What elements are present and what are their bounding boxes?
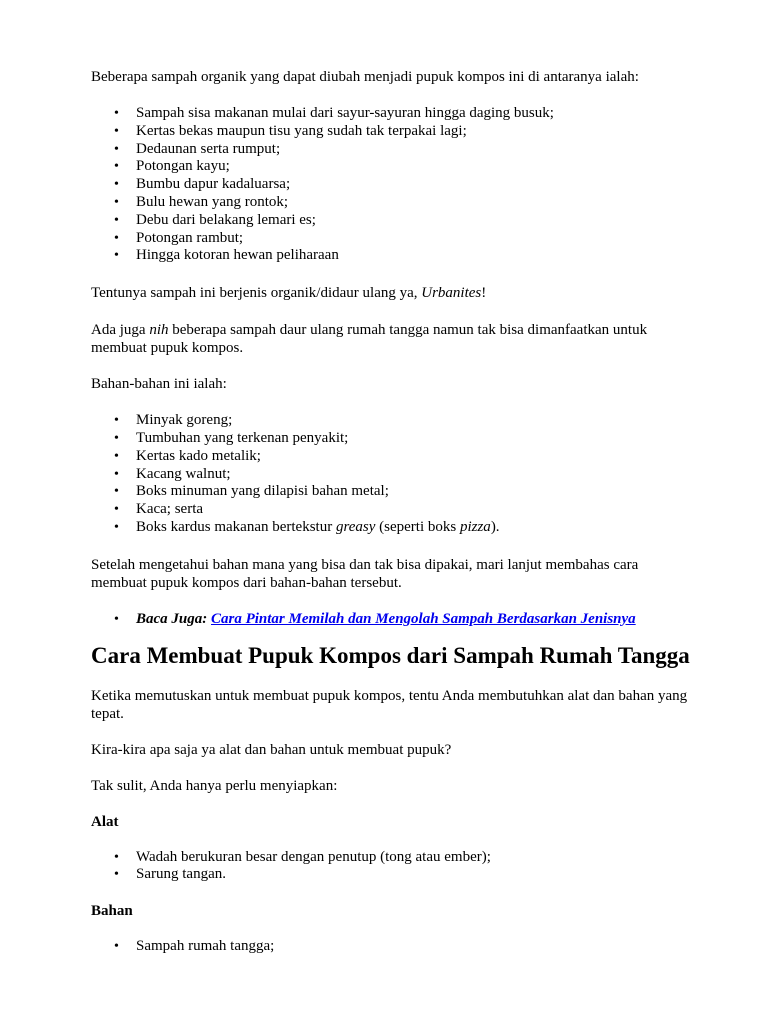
list-item: • Bumbu dapur kadaluarsa; — [136, 176, 691, 194]
list-item: • Tumbuhan yang terkenan penyakit; — [136, 430, 691, 448]
nih-text-before: Ada juga — [91, 322, 150, 339]
greasy-text-before: Boks kardus makanan bertekstur — [136, 518, 336, 535]
urbanites-italic: Urbanites — [421, 285, 482, 302]
section-heading: Cara Membuat Pupuk Kompos dari Sampah Rumah Tangga — [91, 642, 690, 668]
bahan-intro-paragraph: Bahan-bahan ini ialah: — [91, 376, 227, 393]
list-item: • Sampah sisa makanan mulai dari sayur-sayuran hingga daging busuk; — [136, 105, 691, 123]
nih-text-after: beberapa sampah daur ulang rumah tangga namun tak bisa dimanfaatkan untuk membuat pupuk kompos. — [91, 322, 648, 357]
list-item: • Kertas bekas maupun tisu yang sudah tak terpakai lagi; — [136, 123, 691, 141]
baca-juga-label: Baca Juga: — [136, 610, 208, 627]
list-item: • Boks minuman yang dilapisi bahan metal; — [136, 483, 691, 501]
greasy-text-after: ). — [490, 518, 500, 535]
list-item: • Sarung tangan. — [136, 866, 691, 884]
urbanites-text-after: ! — [481, 285, 487, 302]
tak-sulit-paragraph: Tak sulit, Anda hanya perlu menyiapkan: — [91, 777, 338, 794]
list-item: • Bulu hewan yang rontok; — [136, 194, 691, 212]
article-body — [91, 68, 691, 956]
list-item: • Hingga kotoran hewan peliharaan — [136, 247, 691, 265]
nih-italic: nih — [149, 322, 169, 339]
intro-paragraph: Beberapa sampah organik yang dapat diubah menjadi pupuk kompos ini di antaranya ialah: — [91, 69, 639, 85]
pizza-italic: pizza — [459, 518, 491, 535]
greasy-italic: greasy — [335, 518, 376, 535]
list-item: • Kertas kado metalik; — [136, 448, 691, 466]
list-item: • Sampah rumah tangga; — [136, 938, 691, 956]
setelah-paragraph: Setelah mengetahui bahan mana yang bisa dan tak bisa dipakai, mari lanjut membahas cara membuat pupuk kompos dari bahan-bahan tersebut. — [91, 556, 639, 591]
alat-heading: Alat — [91, 813, 119, 830]
baca-juga-list — [91, 611, 691, 629]
list-item: • Wadah berukuran besar dengan penutup (tong atau ember); — [136, 849, 691, 867]
list-item: • Kacang walnut; — [136, 466, 691, 484]
list-item: • Potongan rambut; — [136, 230, 691, 248]
ketika-paragraph: Ketika memutuskan untuk membuat pupuk kompos, tentu Anda membutuhkan alat dan bahan yang tepat. — [91, 687, 688, 722]
list-item: • Minyak goreng; — [136, 412, 691, 430]
bahan-list — [91, 938, 691, 956]
list-item: • Potongan kayu; — [136, 158, 691, 176]
urbanites-text-before: Tentunya sampah ini berjenis organik/didaur ulang ya, — [91, 285, 422, 302]
kira-paragraph: Kira-kira apa saja ya alat dan bahan untuk membuat pupuk? — [91, 741, 452, 758]
baca-juga-link[interactable]: Cara Pintar Memilah dan Mengolah Sampah Berdasarkan Jenisnya — [211, 610, 636, 627]
bahan-heading: Bahan — [91, 903, 133, 920]
baca-juga-item — [136, 611, 691, 629]
list-item — [136, 519, 691, 537]
non-compost-list — [91, 412, 691, 537]
urbanites-paragraph — [91, 284, 691, 302]
greasy-text-middle: (seperti boks — [375, 518, 460, 535]
alat-list — [91, 849, 691, 885]
organic-waste-list — [91, 105, 691, 265]
nih-paragraph — [91, 321, 691, 357]
list-item: • Kaca; serta — [136, 501, 691, 519]
list-item: • Dedaunan serta rumput; — [136, 141, 691, 159]
list-item: • Debu dari belakang lemari es; — [136, 212, 691, 230]
